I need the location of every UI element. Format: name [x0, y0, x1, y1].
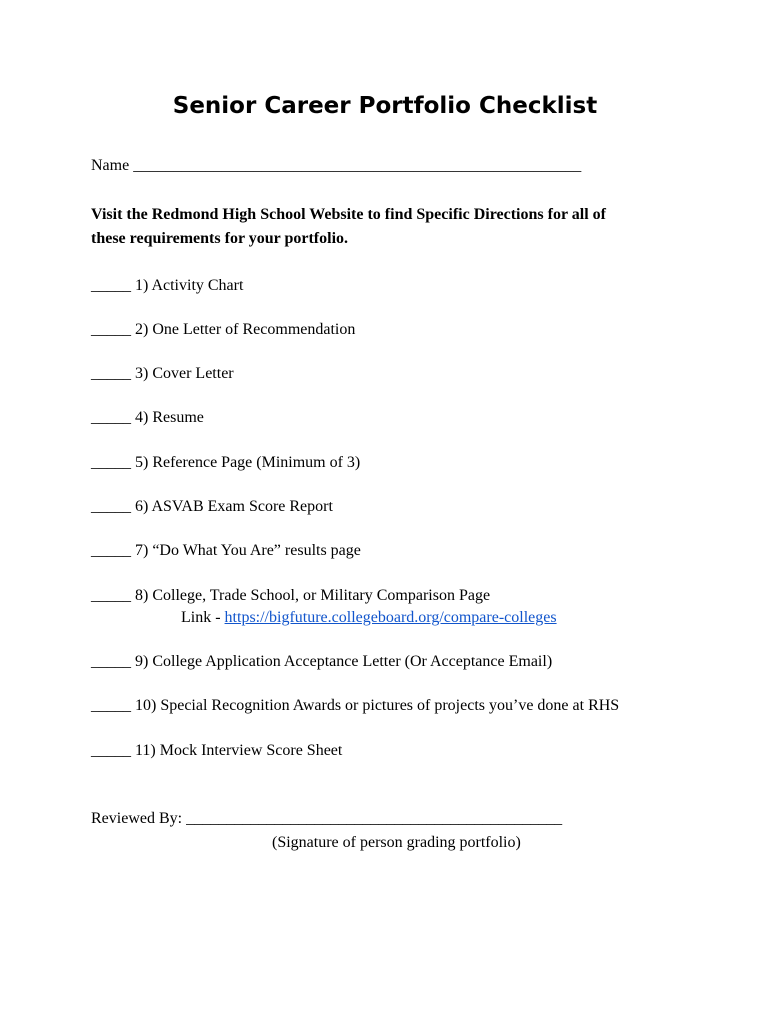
checklist-item-1: _____ 1) Activity Chart	[91, 277, 244, 294]
intro-line-1: Visit the Redmond High School Website to find Specific Directions for all of	[91, 206, 606, 223]
intro-instructions	[91, 203, 691, 251]
checklist-item-2: _____ 2) One Letter of Recommendation	[91, 321, 356, 338]
signature-caption: (Signature of person grading portfolio)	[272, 834, 521, 851]
checklist-item-7: _____ 7) “Do What You Are” results page	[91, 542, 361, 559]
compare-colleges-link[interactable]: https://bigfuture.collegeboard.org/compare-colleges	[224, 609, 557, 626]
reviewed-by-line: Reviewed By: _______________________________________________	[91, 810, 563, 827]
intro-line-2: these requirements for your portfolio.	[91, 230, 349, 247]
checklist-item-9: _____ 9) College Application Acceptance Letter (Or Acceptance Email)	[91, 653, 553, 670]
checklist-item-3: _____ 3) Cover Letter	[91, 365, 234, 382]
link-prefix: Link -	[181, 609, 225, 626]
checklist-item-8: _____ 8) College, Trade School, or Military Comparison Page	[91, 587, 491, 604]
checklist-item-4: _____ 4) Resume	[91, 409, 204, 426]
checklist-item-11: _____ 11) Mock Interview Score Sheet	[91, 742, 343, 759]
checklist-item-6: _____ 6) ASVAB Exam Score Report	[91, 498, 333, 515]
comparison-link-row	[181, 607, 557, 629]
page-title: Senior Career Portfolio Checklist	[172, 93, 598, 119]
checklist-item-10: _____ 10) Special Recognition Awards or pictures of projects you’ve done at RHS	[91, 697, 620, 714]
name-field-line: Name ________________________________________________________	[91, 157, 582, 174]
checklist-item-5: _____ 5) Reference Page (Minimum of 3)	[91, 454, 361, 471]
